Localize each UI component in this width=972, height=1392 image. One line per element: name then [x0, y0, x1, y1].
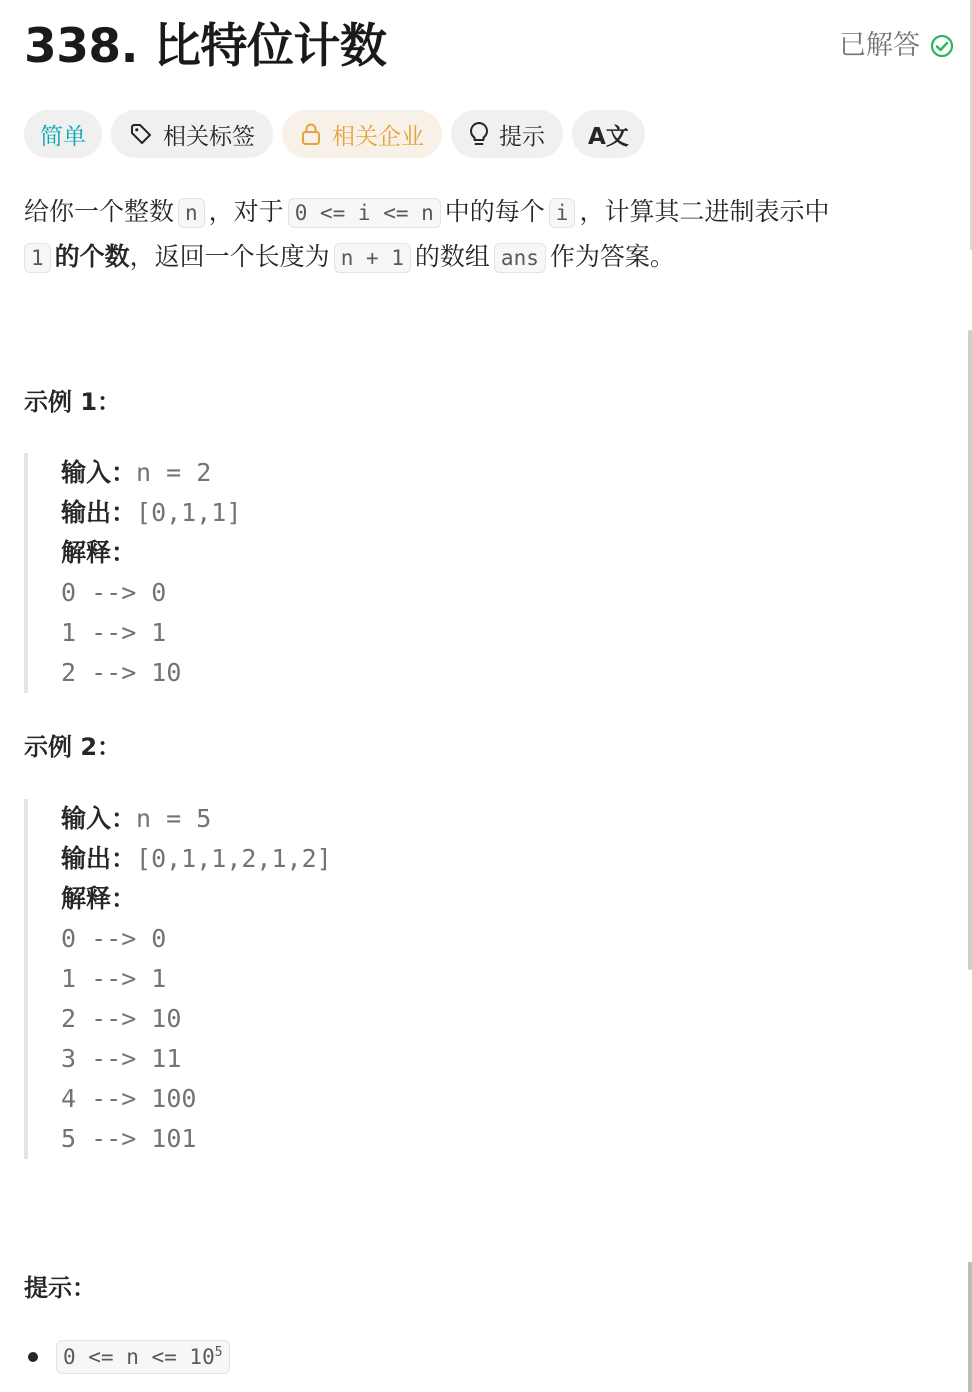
explain-line: 5 --> 101 — [61, 1124, 197, 1153]
topics-label: 相关标签 — [163, 123, 255, 150]
explain-line: 1 --> 1 — [61, 618, 167, 647]
explain-label: 解释： — [61, 884, 137, 913]
example-1-block — [24, 453, 241, 693]
panel-edge — [968, 1262, 972, 1392]
inline-code: n — [178, 198, 205, 228]
topics-button[interactable] — [111, 110, 273, 158]
hint-button[interactable] — [451, 110, 563, 158]
output-value: [0,1,1] — [136, 498, 242, 527]
scrollbar[interactable] — [968, 330, 972, 970]
companies-button[interactable] — [282, 110, 442, 158]
desc-bold-text: 的个数 — [54, 242, 130, 271]
explain-line: 2 --> 10 — [61, 658, 182, 687]
check-circle-icon — [930, 34, 954, 58]
desc-text: ，对于 — [208, 197, 284, 226]
desc-text: 的数组 — [414, 242, 490, 271]
input-value: n = 2 — [136, 458, 212, 487]
explain-line: 0 --> 0 — [61, 578, 167, 607]
difficulty-label: 简单 — [40, 123, 86, 150]
constraint-text: 0 <= n <= 10 — [63, 1345, 215, 1369]
output-value: [0,1,1,2,1,2] — [136, 844, 332, 873]
explain-line: 0 --> 0 — [61, 924, 167, 953]
desc-text: ，计算其二进制表示中 — [579, 197, 830, 226]
output-label: 输出： — [61, 844, 137, 873]
constraint-item — [56, 1340, 230, 1374]
desc-text: 中的每个 — [444, 197, 545, 226]
translate-button[interactable] — [572, 110, 645, 158]
constraints-title: 提示： — [24, 1274, 96, 1302]
difficulty-tag[interactable] — [24, 110, 102, 158]
hint-label: 提示 — [499, 123, 545, 150]
solved-status — [839, 28, 954, 64]
explain-line: 2 --> 10 — [61, 1004, 182, 1033]
tag-icon — [129, 122, 153, 146]
tag-bar — [24, 110, 645, 158]
problem-title: 338. 比特位计数 — [24, 19, 387, 74]
desc-text: 作为答案。 — [549, 242, 675, 271]
lock-icon — [300, 122, 322, 146]
inline-code: 0 <= i <= n — [288, 198, 441, 228]
translate-icon: A文 — [588, 123, 629, 150]
example-2-title: 示例 2： — [24, 733, 122, 761]
example-1-title: 示例 1： — [24, 388, 122, 416]
inline-code: n + 1 — [334, 243, 411, 273]
explain-line: 4 --> 100 — [61, 1084, 197, 1113]
companies-label: 相关企业 — [332, 123, 424, 150]
problem-description — [24, 190, 954, 280]
constraint-exponent: 5 — [214, 1345, 223, 1360]
solved-label: 已解答 — [839, 30, 920, 61]
inline-code: i — [549, 198, 576, 228]
constraints-list — [28, 1340, 230, 1374]
bullet-dot — [28, 1352, 38, 1362]
input-value: n = 5 — [136, 804, 212, 833]
input-label: 输入： — [61, 458, 137, 487]
input-label: 输入： — [61, 804, 137, 833]
desc-text: 给你一个整数 — [24, 197, 175, 226]
inline-code: ans — [494, 243, 546, 273]
output-label: 输出： — [61, 498, 137, 527]
desc-text: ，返回一个长度为 — [129, 242, 330, 271]
inline-code: 1 — [24, 243, 51, 273]
lightbulb-icon — [469, 121, 489, 147]
explain-line: 1 --> 1 — [61, 964, 167, 993]
example-2-block — [24, 799, 332, 1159]
explain-line: 3 --> 11 — [61, 1044, 182, 1073]
explain-label: 解释： — [61, 538, 137, 567]
